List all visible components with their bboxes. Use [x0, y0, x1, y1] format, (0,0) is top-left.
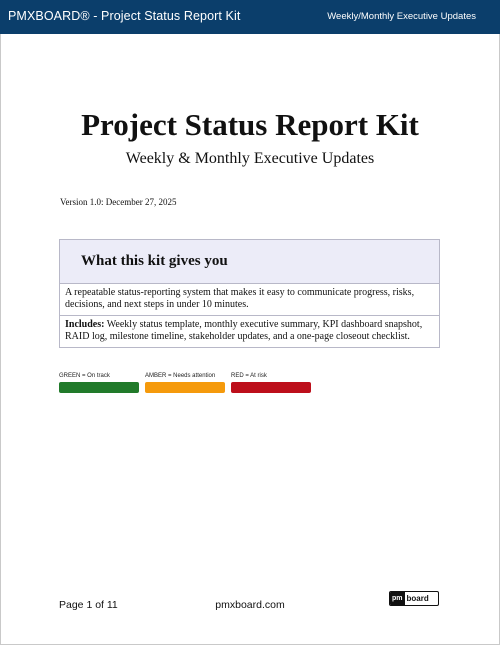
status-legend-red	[231, 373, 311, 393]
status-legend-green-swatch	[59, 382, 139, 393]
status-legend-red-label: RED = At risk	[231, 373, 267, 379]
includes-label: Includes:	[65, 319, 105, 330]
status-legend-green-label: GREEN = On track	[59, 373, 110, 379]
header-subtitle: Weekly/Monthly Executive Updates	[327, 11, 476, 22]
logo-board: board	[406, 594, 429, 603]
status-legend-amber-label: AMBER = Needs attention	[145, 373, 216, 379]
pmxboard-logo	[389, 591, 439, 606]
logo-pm: pm	[390, 592, 405, 605]
status-legend-red-swatch	[231, 382, 311, 393]
includes-text: Weekly status template, monthly executive summary, KPI dashboard snapshot, RAID log, milestone timeline, stakeholder updates, and a one-page closeout checklist.	[65, 319, 423, 342]
status-legend-green	[59, 373, 139, 393]
kit-summary-heading	[60, 240, 439, 284]
document-subtitle: Weekly & Monthly Executive Updates	[125, 150, 375, 167]
footer-website: pmxboard.com	[215, 599, 285, 611]
status-legend-amber	[145, 373, 225, 393]
document-title: Project Status Report Kit	[81, 107, 419, 142]
kit-summary-includes	[60, 315, 439, 347]
version-line: Version 1.0: December 27, 2025	[60, 197, 177, 207]
status-legend-amber-swatch	[145, 382, 225, 393]
page-header	[0, 0, 500, 34]
page-number: Page 1 of 11	[59, 599, 118, 611]
kit-summary-heading-text: What this kit gives you	[81, 253, 228, 269]
header-brand: PMXBOARD® - Project Status Report Kit	[8, 9, 241, 23]
kit-summary-description: A repeatable status-reporting system that makes it easy to communicate progress, risks, decisions, and next steps in under 10 minutes.	[65, 287, 415, 310]
kit-summary-box	[59, 239, 440, 348]
